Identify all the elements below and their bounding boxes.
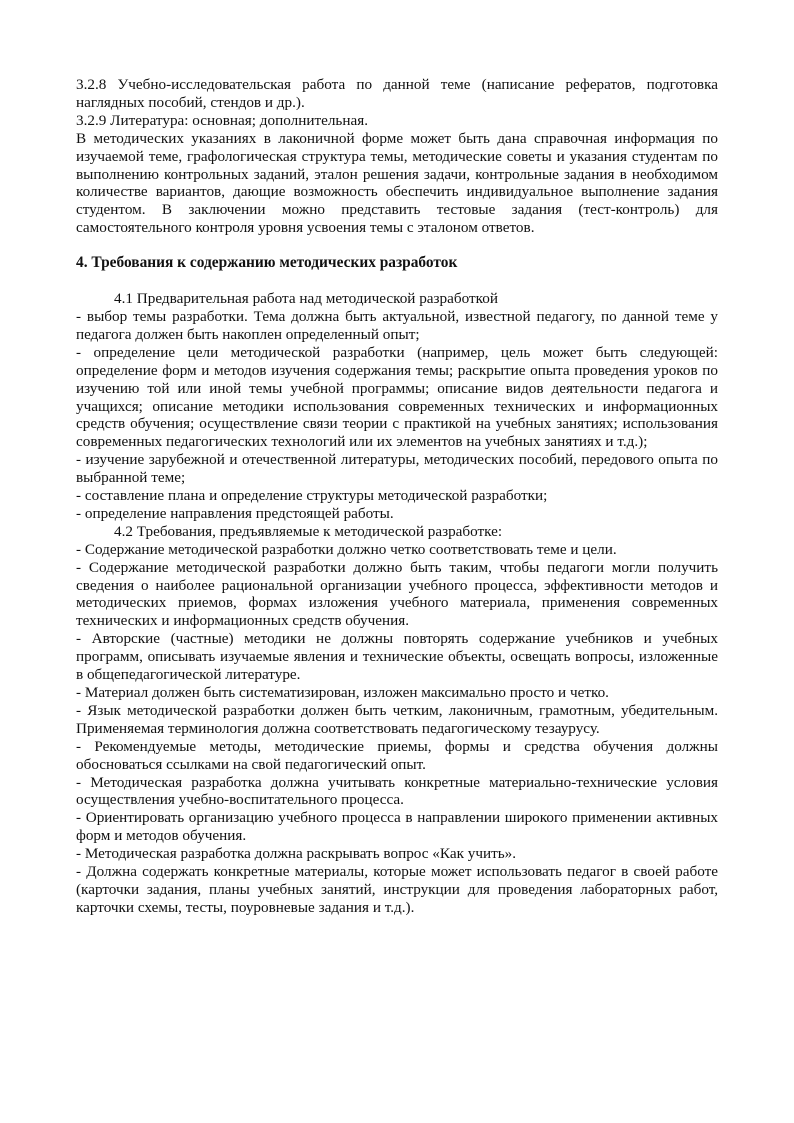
list-item: - определение цели методической разработки (например, цель может быть следующей: определение форм и методов изучения содержания темы; раскрытие опыта проведения уроков по изучению той или иной темы учебной программы; описание видов деятельности педагога и учащихся; описание методики использования современных технических и информационных средств обучения; осуществление связи теории с практикой на учебных занятиях; использования современных педагогических технологий или их элементов на учебных занятиях и т.д.); xyxy=(76,343,718,451)
section-4-heading: 4. Требования к содержанию методических разработок xyxy=(76,254,458,272)
list-item: - выбор темы разработки. Тема должна быть актуальной, известной педагогу, по данной теме у педагога должен быть накоплен определенный опыт; xyxy=(76,307,718,343)
document-page xyxy=(76,76,718,917)
list-item: - определение направления предстоящей работы. xyxy=(76,504,394,522)
list-item: - Материал должен быть систематизирован, изложен максимально просто и четко. xyxy=(76,684,609,701)
list-item: - Язык методической разработки должен быть четким, лаконичным, грамотным, убедительным. Применяемая терминология должна соответствовать педагогическому тезаурусу. xyxy=(76,701,718,737)
list-item: - Методическая разработка должна учитывать конкретные материально-технические условия осуществления учебно-воспитательного процесса. xyxy=(76,773,718,809)
list-item: - Рекомендуемые методы, методические приемы, формы и средства обучения должны обосноваться ссылками на свой педагогический опыт. xyxy=(76,737,718,773)
subsection-4-1-title: 4.1 Предварительная работа над методической разработкой xyxy=(114,290,498,308)
paragraph-3-2-8: 3.2.8 Учебно-исследовательская работа по данной теме (написание рефератов, подготовка наглядных пособий, стендов и др.). xyxy=(76,76,718,111)
paragraph-3-2-9: 3.2.9 Литература: основная; дополнительная. xyxy=(76,111,368,129)
list-item: - составление плана и определение структуры методической разработки; xyxy=(76,487,548,505)
list-item: - Должна содержать конкретные материалы, которые может использовать педагог в своей работе (карточки задания, планы учебных занятий, инструкции для проведения лабораторных работ, карточки схемы, тесты, поуровневые задания и т.д.). xyxy=(76,863,718,916)
list-item: - Содержание методической разработки должно быть таким, чтобы педагоги могли получить сведения о наиболее рациональной организации учебного процесса, эффективности методов и методических приемов, формах изложения учебного материала, применения современных технических и информационных средств обучения. xyxy=(76,558,718,630)
paragraph-guidelines-info: В методических указаниях в лаконичной форме может быть дана справочная информация по изучаемой теме, графологическая структура темы, методические советы и указания студентам по выполнению контрольных заданий, эталон решения задачи, контрольные задания в необходимом количестве вариантов, дающие возможность обеспечить индивидуальное выполнение задания студентом. В заключении можно представить тестовые задания (тест-контроль) для самостоятельного контроля уровня усвоения темы с эталоном ответов. xyxy=(76,129,718,237)
list-item: - Методическая разработка должна раскрывать вопрос «Как учить». xyxy=(76,845,517,863)
list-item: - Авторские (частные) методики не должны повторять содержание учебников и учебных программ, описывать изучаемые явления и технические объекты, освещать вопросы, изложенные в общепедагогической литературе. xyxy=(76,630,718,684)
list-item: - Ориентировать организацию учебного процесса в направлении широкого применении активных форм и методов обучения. xyxy=(76,809,718,845)
list-item: - Содержание методической разработки должно четко соответствовать теме и цели. xyxy=(76,540,617,558)
subsection-4-2-title: 4.2 Требования, предъявляемые к методической разработке: xyxy=(114,522,503,540)
list-item: - изучение зарубежной и отечественной литературы, методических пособий, передового опыта по выбранной теме; xyxy=(76,451,718,487)
